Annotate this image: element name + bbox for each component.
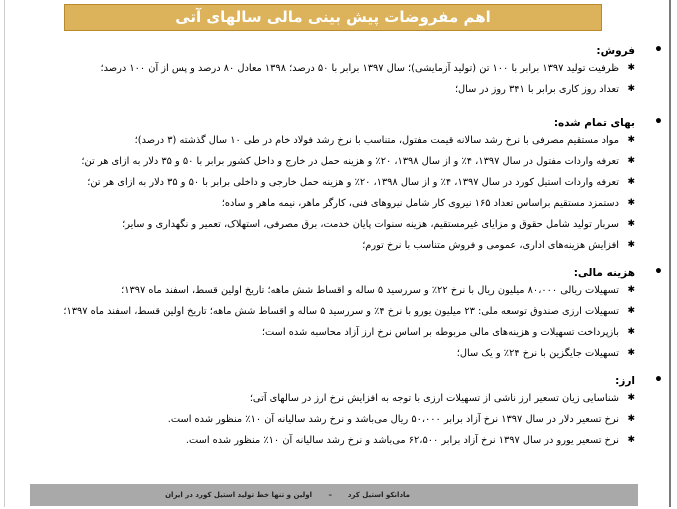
- bullet-icon: •: [654, 42, 663, 58]
- footer-company: مادانکو استیل کرد: [347, 491, 410, 499]
- list-item: ✱ تعرفه واردات مفتول در سال ۱۳۹۷، ۴٪ و از سال ۱۳۹۸، ۲۰٪ و هزینه حمل در خارج و داخل کشور برابر با ۵۰ و ۳۵ دلار به ازای هر تن؛: [49, 151, 649, 172]
- list-item: ✱ تسهیلات ریالی ۸۰،۰۰۰ میلیون ریال با نرخ ۲۲٪ و سررسید ۵ ساله و اقساط شش ماهه؛ تاریخ اولین قسط، اسفند ماه ۱۳۹۷؛: [49, 280, 649, 301]
- star-bullet-icon: ✱: [627, 327, 635, 337]
- list-item: ✱ تعداد روز کاری برابر با ۳۴۱ روز در سال؛: [49, 79, 649, 100]
- star-bullet-icon: ✱: [627, 393, 635, 403]
- slide-title: اهم مفروضات پیش بینی مالی سالهای آتی: [64, 4, 602, 31]
- bullet-icon: •: [654, 114, 663, 130]
- list-item: ✱ تسهیلات ارزی صندوق توسعه ملی: ۲۳ میلیون یورو با نرخ ۴٪ و سررسید ۵ ساله و اقساط شش ماهه؛ تاریخ اولین قسط، اسفند ماه ۱۳۹۷؛: [49, 301, 649, 322]
- star-bullet-icon: ✱: [627, 63, 635, 73]
- section-title: • هزینه مالی:: [573, 264, 663, 280]
- section-title: • ارز:: [615, 372, 663, 388]
- star-bullet-icon: ✱: [627, 306, 635, 316]
- list-item: ✱ نرخ تسعیر یورو در سال ۱۳۹۷ نرخ آزاد برابر ۶۲،۵۰۰ می‌باشد و نرخ رشد سالیانه آن ۱۰٪ منظور شده است.: [49, 430, 649, 451]
- star-bullet-icon: ✱: [627, 177, 635, 187]
- list-item: ✱ تسهیلات جایگزین با نرخ ۲۴٪ و یک سال؛: [49, 343, 649, 364]
- star-bullet-icon: ✱: [627, 84, 635, 94]
- star-bullet-icon: ✱: [627, 156, 635, 166]
- list-item: ✱ شناسایی زیان تسعیر ارز ناشی از تسهیلات ارزی با توجه به افزایش نرخ ارز در سالهای آتی؛: [49, 388, 649, 409]
- footer-bar: [30, 484, 638, 506]
- list-item: ✱ سربار تولید شامل حقوق و مزایای غیرمستقیم، هزینه سنوات پایان خدمت، برق مصرفی، استهلاک، تعمیر و نگهداری و سایر؛: [49, 214, 649, 235]
- bullet-icon: •: [654, 264, 663, 280]
- list-item: ✱ مواد مستقیم مصرفی با نرخ رشد سالانه قیمت مفتول، متناسب با نرخ رشد فولاد خام در طی ۱۰ سال گذشته (۳ درصد)؛: [49, 130, 649, 151]
- list-item: ✱ افزایش هزینه‌های اداری، عمومی و فروش متناسب با نرخ تورم؛: [49, 235, 649, 256]
- section-sales: [49, 42, 663, 100]
- section-title: • فروش:: [596, 42, 663, 58]
- star-bullet-icon: ✱: [627, 135, 635, 145]
- footer-tagline: اولین و تنها خط تولید استیل کورد در ایران: [165, 491, 312, 499]
- star-bullet-icon: ✱: [627, 414, 635, 424]
- star-bullet-icon: ✱: [627, 240, 635, 250]
- list-item: ✱ بازپرداخت تسهیلات و هزینه‌های مالی مربوطه بر اساس نرخ ارز آزاد محاسبه شده است؛: [49, 322, 649, 343]
- bullet-icon: •: [654, 372, 663, 388]
- section-title: • بهای تمام شده:: [553, 114, 663, 130]
- star-bullet-icon: ✱: [627, 348, 635, 358]
- footer-separator: –: [328, 491, 332, 499]
- list-item: ✱ ظرفیت تولید ۱۳۹۷ برابر با ۱۰۰ تن (تولید آزمایشی)؛ سال ۱۳۹۷ برابر با ۵۰ درصد؛ ۱۳۹۸ معادل ۸۰ درصد و پس از آن ۱۰۰ درصد؛: [49, 58, 649, 79]
- list-item: ✱ دستمزد مستقیم براساس تعداد ۱۶۵ نیروی کار شامل نیروهای فنی، کارگر ماهر، نیمه ماهر و ساده؛: [49, 193, 649, 214]
- list-item: ✱ نرخ تسعیر دلار در سال ۱۳۹۷ نرخ آزاد برابر ۵۰،۰۰۰ ریال می‌باشد و نرخ رشد سالیانه آن ۱۰٪ منظور شده است.: [49, 409, 649, 430]
- list-item: ✱ تعرفه واردات استیل کورد در سال ۱۳۹۷، ۴٪ و از سال ۱۳۹۸، ۲۰٪ و هزینه حمل خارجی و داخلی برابر با ۵۰ و ۳۵ دلار به ازای هر تن؛: [49, 172, 649, 193]
- section-currency: [49, 372, 663, 451]
- section-cost: [49, 114, 663, 256]
- star-bullet-icon: ✱: [627, 219, 635, 229]
- star-bullet-icon: ✱: [627, 285, 635, 295]
- star-bullet-icon: ✱: [627, 435, 635, 445]
- star-bullet-icon: ✱: [627, 198, 635, 208]
- section-finance-cost: [49, 264, 663, 364]
